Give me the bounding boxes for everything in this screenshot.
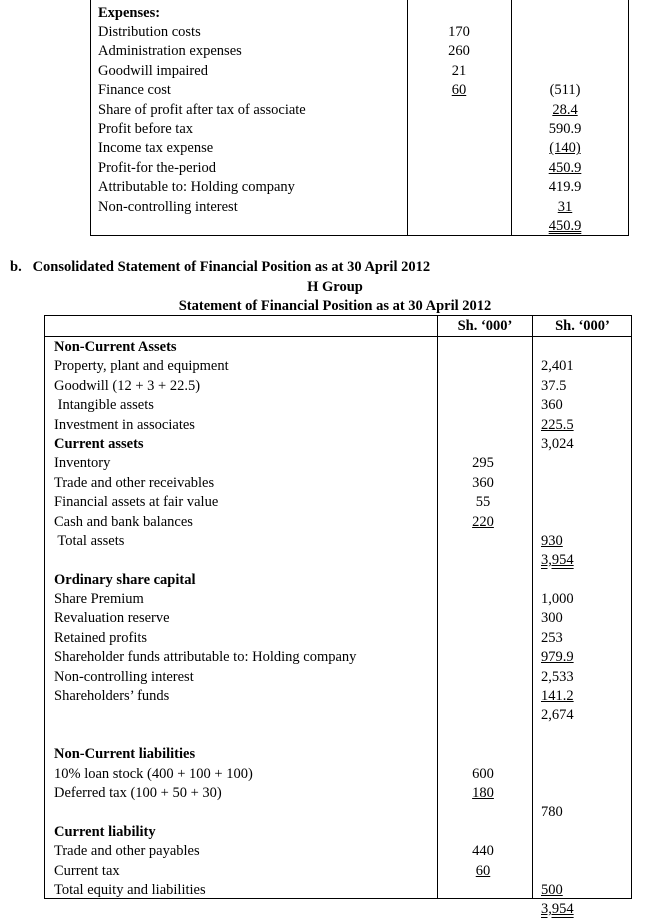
fp-label: Current assets <box>54 435 144 452</box>
fp-value-b <box>541 823 621 842</box>
group-name: H Group <box>307 279 363 295</box>
fp-label: Trade and other receivables <box>54 474 215 491</box>
fp-value-a <box>460 706 506 725</box>
fp-value-a <box>460 881 506 900</box>
fp-value-b <box>541 338 621 357</box>
fp-col-divider-2 <box>532 315 533 899</box>
fp-value-b: 780 <box>541 804 563 821</box>
fp-value-b: 1,000 <box>541 591 574 608</box>
fp-value-a: 60 <box>475 862 491 879</box>
fp-value-a <box>460 745 506 764</box>
income-total <box>536 42 594 61</box>
income-col-divider-1 <box>407 0 408 236</box>
fp-labels <box>54 338 356 920</box>
income-label: Distribution costs <box>98 24 201 40</box>
fp-label: Total assets <box>54 532 125 549</box>
fp-label: Total equity and liabilities <box>54 881 206 898</box>
income-total: 419.9 <box>548 179 582 196</box>
fp-label: Non-Current Assets <box>54 339 177 355</box>
fp-label: Non-Current liabilities <box>54 746 196 763</box>
fp-value-b: 225.5 <box>541 416 574 433</box>
fp-label: Property, plant and equipment <box>54 358 229 375</box>
income-amount: 170 <box>448 24 470 40</box>
fp-header-rule <box>44 336 632 337</box>
fp-value-a <box>460 377 506 396</box>
income-totals <box>536 23 594 236</box>
fp-label <box>54 900 356 919</box>
fp-value-a <box>460 803 506 822</box>
fp-label: Trade and other payables <box>54 843 200 860</box>
fp-label: Goodwill (12 + 3 + 22.5) <box>54 377 201 394</box>
fp-value-b: 500 <box>541 881 563 898</box>
fp-value-b <box>541 571 621 590</box>
fp-label: Ordinary share capital <box>54 571 196 588</box>
fp-label: Deferred tax (100 + 50 + 30) <box>54 784 222 801</box>
section-b-heading: b. Consolidated Statement of Financial Position as at 30 April 2012 <box>10 259 431 275</box>
col2-header: Sh. ‘000’ <box>555 318 610 334</box>
fp-label: Intangible assets <box>54 397 154 414</box>
fp-value-a: 440 <box>472 843 494 860</box>
income-col-divider-2 <box>511 0 512 236</box>
income-total <box>536 23 594 42</box>
fp-value-b: 3,024 <box>541 435 574 452</box>
fp-value-a <box>460 590 506 609</box>
fp-value-b: 979.9 <box>541 649 574 666</box>
fp-label: Shareholder funds attributable to: Holding company <box>54 649 357 666</box>
fp-value-a <box>460 571 506 590</box>
fp-value-a <box>460 551 506 570</box>
fp-value-a: 600 <box>472 765 494 782</box>
fp-value-a <box>460 435 506 454</box>
fp-label: Current liability <box>54 823 156 840</box>
fp-value-b <box>541 765 621 784</box>
income-label: Share of profit after tax of associate <box>98 101 306 118</box>
fp-value-a: 360 <box>472 474 494 491</box>
fp-value-a: 55 <box>475 494 491 511</box>
fp-col-b <box>541 338 621 920</box>
income-labels <box>98 23 306 217</box>
income-total <box>536 62 594 81</box>
income-amount: 60 <box>451 82 467 99</box>
fp-value-b: 3,954 <box>541 901 574 918</box>
income-label: Administration expenses <box>98 43 242 60</box>
income-total: (511) <box>549 82 581 99</box>
fp-value-b <box>541 726 621 745</box>
fp-value-a <box>460 668 506 687</box>
fp-value-b: 300 <box>541 610 563 627</box>
income-total: 31 <box>557 198 573 215</box>
income-amount: 21 <box>451 62 467 79</box>
fp-label: Investment in associates <box>54 416 195 433</box>
fp-col-divider-1 <box>437 315 438 899</box>
fp-label <box>54 726 356 745</box>
income-total: 450.9 <box>548 159 582 176</box>
fp-value-b: 141.2 <box>541 688 574 705</box>
income-label: Profit before tax <box>98 120 194 137</box>
fp-value-b <box>541 454 621 473</box>
expenses-heading: Expenses: <box>98 5 161 21</box>
fp-value-b <box>541 474 621 493</box>
fp-value-b <box>541 862 621 881</box>
fp-col-a <box>460 338 506 920</box>
income-total: 450.9 <box>548 217 582 234</box>
fp-label: Financial assets at fair value <box>54 494 219 511</box>
fp-value-a <box>460 338 506 357</box>
fp-value-b: 2,533 <box>541 668 574 685</box>
fp-label: 10% loan stock (400 + 100 + 100) <box>54 765 253 782</box>
fp-value-b: 930 <box>541 532 563 549</box>
income-label: Goodwill impaired <box>98 62 208 79</box>
income-amount: 260 <box>448 43 470 60</box>
fp-value-a <box>460 609 506 628</box>
fp-label: Revaluation reserve <box>54 610 170 627</box>
fp-value-b: 2,401 <box>541 358 574 375</box>
fp-value-b: 360 <box>541 397 563 414</box>
fp-value-b <box>541 842 621 861</box>
income-total: 590.9 <box>548 120 582 137</box>
fp-value-a <box>460 900 506 919</box>
income-label: Non-controlling interest <box>98 198 238 215</box>
fp-value-b: 2,674 <box>541 707 574 724</box>
fp-value-a <box>460 396 506 415</box>
fp-value-b <box>541 745 621 764</box>
fp-value-a <box>460 648 506 667</box>
fp-value-b <box>541 493 621 512</box>
col1-header: Sh. ‘000’ <box>457 318 513 334</box>
income-label: Income tax expense <box>98 140 214 157</box>
fp-label: Non-controlling interest <box>54 668 194 685</box>
fp-value-b <box>541 513 621 532</box>
fp-label: Current tax <box>54 862 120 879</box>
statement-title: Statement of Financial Position as at 30 April 2012 <box>178 298 492 314</box>
income-label: Finance cost <box>98 82 171 99</box>
fp-value-b <box>541 784 621 803</box>
fp-label: Inventory <box>54 455 111 472</box>
fp-label: Shareholders’ funds <box>54 688 170 705</box>
fp-value-b: 37.5 <box>541 377 567 394</box>
fp-value-b: 253 <box>541 629 563 646</box>
fp-value-a: 180 <box>472 784 494 801</box>
fp-value-a <box>460 532 506 551</box>
fp-label: Retained profits <box>54 629 148 646</box>
fp-label <box>54 803 356 822</box>
income-label: Attributable to: Holding company <box>98 179 295 196</box>
income-total: 28.4 <box>552 101 578 118</box>
fp-value-a <box>460 823 506 842</box>
income-amounts <box>438 23 480 101</box>
fp-value-a <box>460 629 506 648</box>
fp-value-a <box>460 726 506 745</box>
fp-value-a <box>460 416 506 435</box>
fp-value-b: 3,954 <box>541 552 574 569</box>
fp-value-a <box>460 357 506 376</box>
fp-value-a: 220 <box>472 513 494 530</box>
income-total: (140) <box>549 140 581 157</box>
fp-label: Share Premium <box>54 591 144 608</box>
fp-label <box>54 706 356 725</box>
fp-label <box>54 551 356 570</box>
fp-value-a: 295 <box>472 455 494 472</box>
income-label: Profit-for the-period <box>98 159 216 176</box>
fp-label: Cash and bank balances <box>54 513 193 530</box>
fp-value-a <box>460 687 506 706</box>
